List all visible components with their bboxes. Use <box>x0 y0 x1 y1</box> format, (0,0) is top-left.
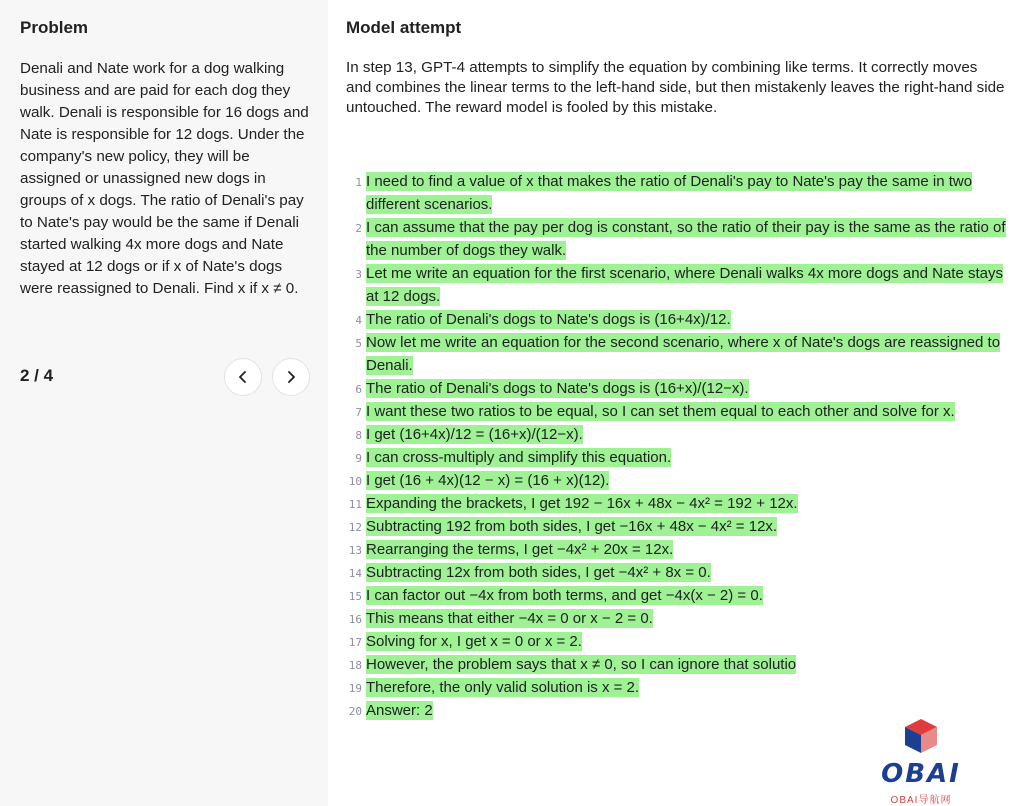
attempt-description: In step 13, GPT-4 attempts to simplify the equation by combining like terms. It correctly moves and combines the linear terms to the left-hand side, but then mistakenly leaves the right-hand side untouched. The reward model is fooled by this mistake. <box>346 59 1005 116</box>
solution-step <box>342 561 1018 584</box>
step-text: Rearranging the terms, I get −4x² + 20x = 12x. <box>366 541 674 558</box>
solution-step <box>342 630 1018 653</box>
solution-step <box>342 538 1018 561</box>
step-number: 2 <box>355 222 362 235</box>
step-number: 12 <box>348 521 362 534</box>
solution-steps <box>342 170 1018 722</box>
solution-step <box>342 492 1018 515</box>
step-text: Solving for x, I get x = 0 or x = 2. <box>366 633 582 650</box>
solution-step <box>342 423 1018 446</box>
step-number: 9 <box>355 452 362 465</box>
step-text: Let me write an equation for the first scenario, where Denali walks 4x more dogs and Nate stays at 12 dogs. <box>366 265 1003 305</box>
step-number: 13 <box>348 544 362 557</box>
solution-step <box>342 308 1018 331</box>
step-text: I get (16+4x)/12 = (16+x)/(12−x). <box>366 426 583 443</box>
step-text: I want these two ratios to be equal, so I can set them equal to each other and solve for x. <box>366 403 955 420</box>
step-text: This means that either −4x = 0 or x − 2 = 0. <box>366 610 653 627</box>
watermark-subtitle: OBAI导航网 <box>890 794 952 806</box>
step-text: However, the problem says that x ≠ 0, so I can ignore that solutio <box>366 656 797 673</box>
step-number: 20 <box>348 705 362 718</box>
solution-step <box>342 262 1018 308</box>
watermark-logo-text: OBAI <box>881 758 961 789</box>
step-text: I need to find a value of x that makes the ratio of Denali's pay to Nate's pay the same in two different scenarios. <box>366 173 973 213</box>
solution-step <box>342 676 1018 699</box>
step-number: 7 <box>355 406 362 419</box>
step-text: I can cross-multiply and simplify this equation. <box>366 449 672 466</box>
step-text: I can assume that the pay per dog is constant, so the ratio of their pay is the same as the ratio of the number of dogs they walk. <box>366 219 1006 259</box>
step-text: Subtracting 192 from both sides, I get −16x + 48x − 4x² = 12x. <box>366 518 778 535</box>
solution-step <box>342 331 1018 377</box>
step-number: 18 <box>348 659 362 672</box>
problem-panel <box>0 0 328 806</box>
next-button[interactable] <box>272 358 310 396</box>
attempt-panel <box>328 0 1024 806</box>
step-text: Answer: 2 <box>366 702 433 719</box>
pager <box>20 358 312 398</box>
solution-step <box>342 653 1018 676</box>
step-number: 14 <box>348 567 362 580</box>
step-number: 1 <box>355 176 362 189</box>
step-text: Subtracting 12x from both sides, I get −4x² + 8x = 0. <box>366 564 711 581</box>
attempt-title: Model attempt <box>346 18 462 37</box>
step-text: Now let me write an equation for the second scenario, where x of Nate's dogs are reassigned to Denali. <box>366 334 1001 374</box>
solution-step <box>342 515 1018 538</box>
step-number: 8 <box>355 429 362 442</box>
step-text: The ratio of Denali's dogs to Nate's dogs is (16+x)/(12−x). <box>366 380 749 397</box>
step-number: 6 <box>355 383 362 396</box>
step-text: I get (16 + 4x)(12 − x) = (16 + x)(12). <box>366 472 610 489</box>
solution-step <box>342 170 1018 216</box>
previous-button[interactable] <box>224 358 262 396</box>
solution-step <box>342 469 1018 492</box>
chevron-left-icon <box>236 370 250 384</box>
solution-step <box>342 216 1018 262</box>
problem-title: Problem <box>20 18 89 37</box>
step-number: 10 <box>348 475 362 488</box>
solution-step <box>342 607 1018 630</box>
step-text: Therefore, the only valid solution is x = 2. <box>366 679 640 696</box>
step-text: The ratio of Denali's dogs to Nate's dogs is (16+4x)/12. <box>366 311 731 328</box>
step-number: 5 <box>355 337 362 350</box>
cube-logo-icon <box>899 717 943 757</box>
step-text: I can factor out −4x from both terms, and get −4x(x − 2) = 0. <box>366 587 763 604</box>
solution-step <box>342 446 1018 469</box>
step-number: 3 <box>355 268 362 281</box>
step-number: 17 <box>348 636 362 649</box>
step-text: Expanding the brackets, I get 192 − 16x + 48x − 4x² = 192 + 12x. <box>366 495 798 512</box>
step-number: 4 <box>355 314 362 327</box>
solution-step <box>342 584 1018 607</box>
step-number: 15 <box>348 590 362 603</box>
problem-statement: Denali and Nate work for a dog walking business and are paid for each dog they walk. Denali is responsible for 16 dogs and Nate is responsible for 12 dogs. Under the company's new policy, they will be assigned or unassigned new dogs in groups of x dogs. The ratio of Denali's pay to Nate's pay would be the same if Denali started walking 4x more dogs and Nate stayed at 12 dogs or if x of Nate's dogs were reassigned to Denali. Find x if x ≠ 0. <box>20 60 309 297</box>
watermark <box>818 716 1024 806</box>
chevron-right-icon <box>284 370 298 384</box>
page-counter: 2 / 4 <box>20 366 54 385</box>
step-number: 16 <box>348 613 362 626</box>
step-number: 19 <box>348 682 362 695</box>
solution-step <box>342 377 1018 400</box>
solution-step <box>342 400 1018 423</box>
step-number: 11 <box>348 498 362 511</box>
